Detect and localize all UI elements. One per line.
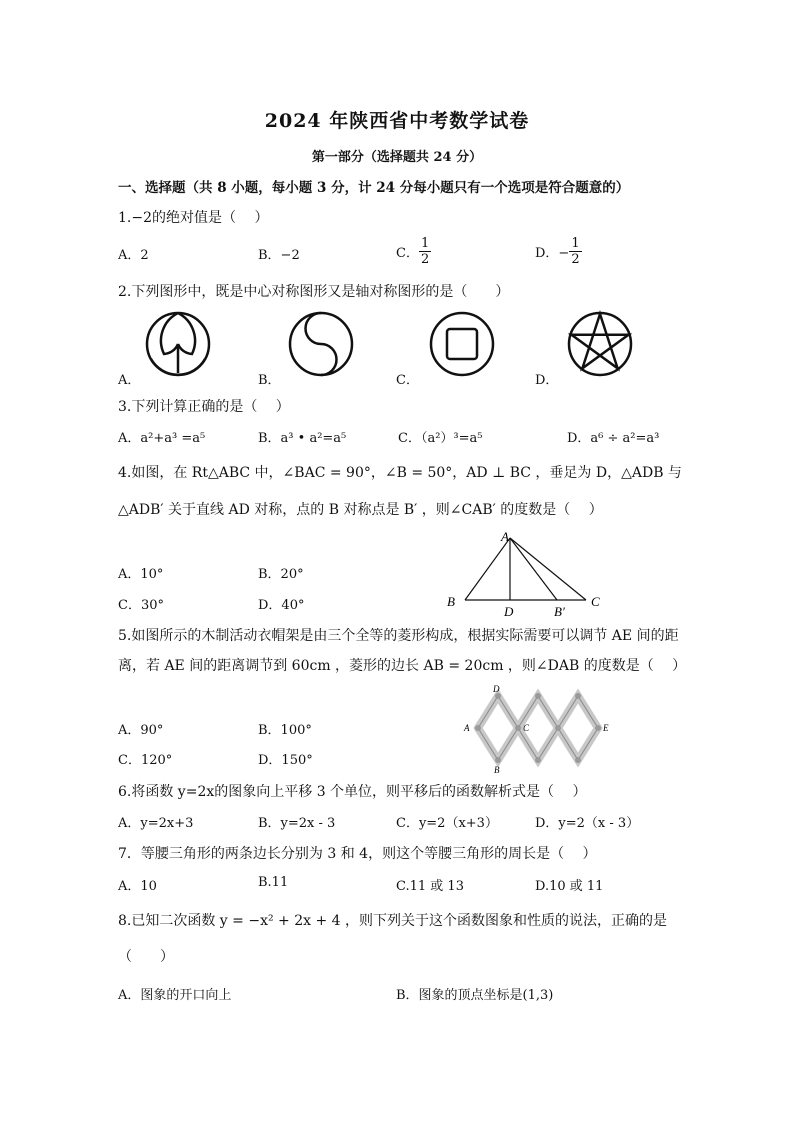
q5-option-a: A．90° [118,723,164,738]
q1-option-c: C． $\frac{1}{2}$ [396,236,430,267]
q5-line1: 5.如图所示的木制活动衣帽架是由三个全等的菱形构成，根据实际需要可以调节 AE 间的距 [118,628,679,644]
q3-option-d: D．a⁶ ÷ a²=a³ [567,431,660,446]
q4-fig-label-bprime: B′ [554,604,565,619]
q7-option-a: A．10 [118,879,157,894]
q2-label-b: B． [258,373,281,388]
q7-option-d: D.10 或 11 [535,879,604,894]
q7-option-b: B.11 [258,875,289,890]
page-title: 2024 年陕西省中考数学试卷 [264,110,530,132]
section-heading: 一、选择题（共 8 小题，每小题 3 分，计 24 分每小题只有一个选项是符合题意的） [118,180,630,196]
q5-option-d: D．150° [258,753,313,768]
q3-option-a: A．a²+a³ =a⁵ [118,431,206,446]
q6-option-c: C．y=2（x+3） [396,816,498,831]
three-arc-circle-icon [145,311,211,377]
q4-fig-label-a: A [501,529,509,544]
q2-stem: 2.下列图形中，既是中心对称图形又是轴对称图形的是（ ） [118,284,510,300]
q1-option-a: A．2 [118,248,149,263]
q3-option-c: C．（a²）³=a⁵ [398,431,483,446]
q5-fig-label-a: A [464,723,470,733]
q4-option-a: A．10° [118,567,164,582]
q5-option-b: B．100° [258,723,312,738]
q2-label-c: C． [396,373,419,388]
q6-stem: 6.将函数 y=2x的图象向上平移 3 个单位，则平移后的函数解析式是（ ） [118,784,587,800]
q6-option-b: B．y=2x - 3 [258,816,336,831]
q6-option-d: D．y=2（x - 3） [535,816,640,831]
q8-option-a: A．图象的开口向上 [118,988,232,1003]
q5-fig-label-b: B [494,765,500,775]
yin-yang-icon [288,311,354,377]
q8-stem: 8.已知二次函数 y = −x² + 2x + 4 ，则下列关于这个函数图象和性质的说法，正确的是 [118,913,668,929]
q4-fig-label-c: C [591,594,600,609]
q2-label-a: A． [118,373,141,388]
q8-paren: （ ） [118,949,174,965]
q8-option-b: B．图象的顶点坐标是(1,3) [396,988,554,1003]
q1-option-b: B．−2 [258,248,300,263]
q4-line2: △ADB′ 关于直线 AD 对称，点的 B 对称点是 B′ ，则∠CAB′ 的度数是（ ） [118,502,603,518]
q5-rack-figure [460,684,620,776]
q2-label-d: D． [535,373,559,388]
q3-option-b: B．a³ • a²=a⁵ [258,431,347,446]
square-in-circle-icon [429,311,495,377]
q3-stem: 3.下列计算正确的是（ ） [118,399,290,415]
part-title: 第一部分（选择题共 24 分） [311,150,483,165]
q7-stem: 7．等腰三角形的两条边长分别为 3 和 4，则这个等腰三角形的周长是（ ） [118,846,597,862]
q5-fig-label-c: C [523,723,530,733]
q1-option-d: D．− $\frac{1}{2}$ [535,236,580,267]
q6-option-a: A．y=2x+3 [118,816,194,831]
q5-fig-label-d: D [493,684,500,694]
q4-option-d: D．40° [258,598,305,613]
q4-fig-label-b: B [447,594,455,609]
q4-line1: 4.如图，在 Rt△ABC 中，∠BAC = 90°，∠B = 50°，AD ⊥ BC ，垂足为 D，△ADB 与 [118,465,682,481]
q1-stem: 1.−2的绝对值是（ ） [118,210,269,226]
q4-fig-label-d: D [504,604,514,619]
q5-option-c: C．120° [118,753,173,768]
q4-option-c: C．30° [118,598,164,613]
q4-option-b: B．20° [258,567,304,582]
q5-line2: 离，若 AE 间的距离调节到 60cm ，菱形的边长 AB = 20cm ，则∠DAB 的度数是（ ） [118,658,687,674]
q4-triangle-figure [440,528,610,618]
q7-option-c: C.11 或 13 [396,879,464,894]
q5-fig-label-e: E [603,723,609,733]
pentagram-in-circle-icon [567,311,633,377]
